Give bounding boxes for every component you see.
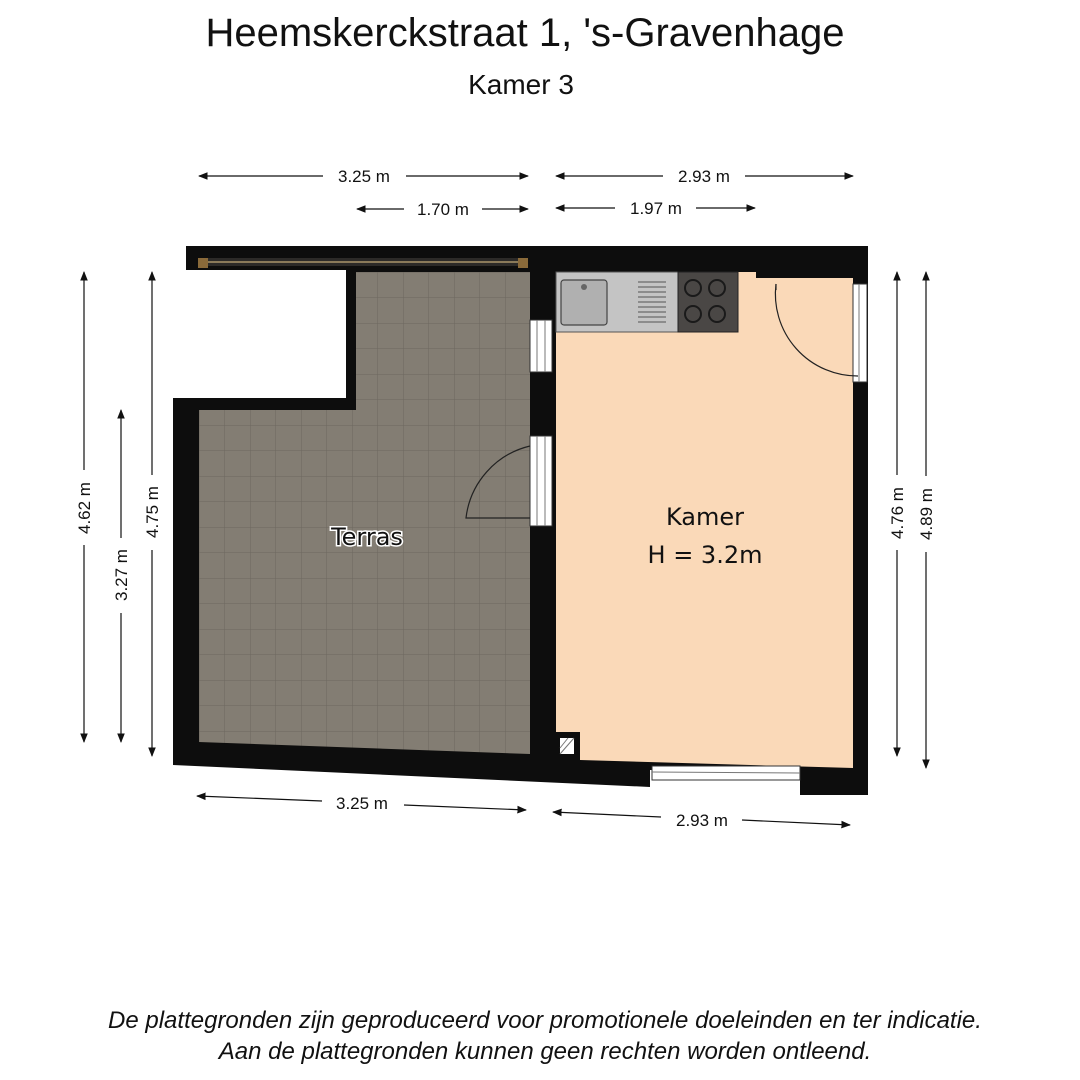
railing-post-right (518, 258, 528, 268)
dim-left-inner (143, 272, 162, 756)
dim-left-middle-label: 3.27 m (112, 549, 131, 601)
railing-post-left (198, 258, 208, 268)
dim-left-outer-label: 4.62 m (75, 482, 94, 534)
window-right (853, 284, 867, 382)
stove (678, 272, 738, 332)
kamer-height-label: H = 3.2m (647, 541, 763, 569)
dim-top-inner-right (556, 199, 755, 218)
dim-top-inner-right-label: 1.97 m (630, 199, 682, 218)
window-inner-top (530, 320, 552, 372)
dim-top-left (199, 167, 528, 186)
kamer-label: Kamer (665, 503, 745, 531)
terras-label: Terras (331, 523, 403, 551)
disclaimer-line-2: Aan de plattegronden kunnen geen rechten worden ontleend. (218, 1038, 872, 1065)
dim-top-inner-left-label: 1.70 m (417, 200, 469, 219)
dim-bottom-right (553, 811, 850, 830)
dim-left-outer (75, 272, 94, 742)
dim-left-inner-label: 4.75 m (143, 486, 162, 538)
dim-right-inner-label: 4.76 m (888, 487, 907, 539)
page-title: Heemskerckstraat 1, 's-Gravenhage (205, 11, 845, 55)
dim-top-inner-left (357, 200, 528, 219)
dim-right-outer-label: 4.89 m (917, 488, 936, 540)
dim-top-right (556, 167, 853, 186)
dim-left-middle (112, 410, 131, 742)
door-opening-inner (530, 436, 552, 526)
dim-right-outer (917, 272, 936, 768)
dim-bottom-right-label: 2.93 m (676, 811, 728, 830)
top-wall-step (756, 262, 856, 278)
dim-bottom-left (197, 794, 526, 813)
disclaimer-line-1: De plattegronden zijn geproduceerd voor promotionele doeleinden en ter indicatie. (108, 1007, 982, 1034)
dim-right-inner (888, 272, 907, 756)
dim-top-right-label: 2.93 m (678, 167, 730, 186)
dim-top-left-label: 3.25 m (338, 167, 390, 186)
exterior-notch (186, 270, 346, 398)
page-subtitle: Kamer 3 (468, 69, 574, 100)
dim-bottom-left-label: 3.25 m (336, 794, 388, 813)
